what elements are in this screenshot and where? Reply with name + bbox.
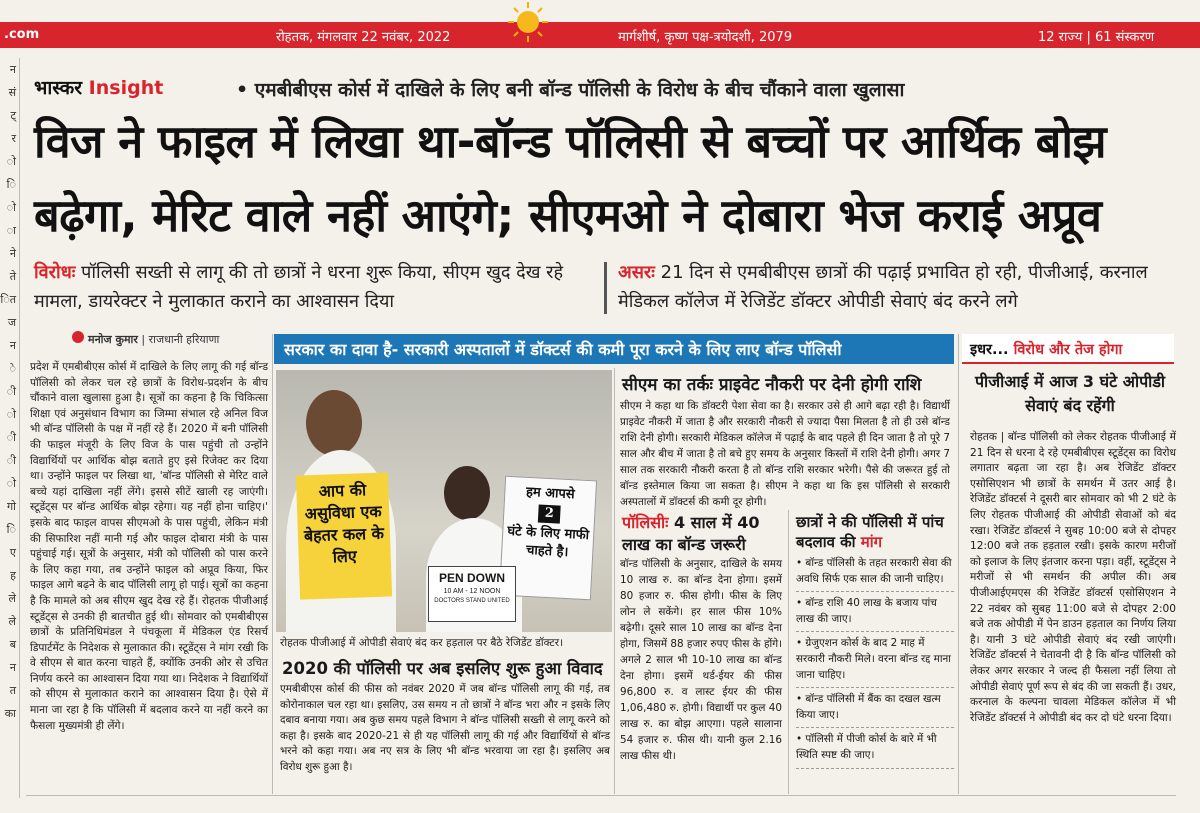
margin-fragment: ने — [9, 247, 16, 260]
pen-down-title: PEN DOWN — [439, 571, 505, 585]
margin-fragment: ट् — [10, 109, 16, 122]
list-item: • बॉन्ड पॉलिसी में बैंक का दखल खत्म किया जाए। — [796, 692, 954, 728]
byline-desk: राजधानी हरियाणा — [148, 333, 220, 346]
opd-body: रोहतक | बॉन्ड पॉलिसी को लेकर रोहतक पीजीआई में 21 दिन से धरना दे रहे एमबीबीएस स्टूडेंट्स का विरोध लगातार बढ़ता जा रहा है। अब रेजिडेंट डॉक्टर एसोसिएशन भी छात्रों के समर्थन में उतर आई है। रेजिडेंट डॉक्टर्स ने दूसरी बार सोमवार को भी 2 घंटे के लिए रोहतक पीजीआई की ओपीडी सेवाओं को बंद रखा। रेजिडेंट डॉक्टर्स ने सुबह 10:00 बजे से दोपहर 12:00 बजे तक हड़ताल रखी। इसके कारण मरीजों को इलाज के लिए इंतजार करना पड़ा। वहीं, स्टूडेंट्स ने मरीजों से भी समर्थन की अपील की। अब पीजीआईएमएस की रेजिडेंट डॉक्टर्स एसोसिएशन ने 22 नवंबर को सुबह 11:00 बजे से दोपहर 2:00 बजे तक ओपीडी में पेन डाउन हड़ताल का निर्णय लिया है। यानी 3 घंटे ओपीडी सेवाएं बंद रखी जाएंगी। रेजिडेंट डॉक्टर्स ने चेतावनी दी है कि बॉन्ड पॉलिसी को लेकर अगर सरकार ने जल्द ही फैसला नहीं लिया तो ओपीडी सेवाएं पूर्ण रूप से बंद की जा सकती हैं। उधर, करनाल के कल्पना चावला मेडिकल कॉलेज में भी रेजिडेंट डॉक्टर्स ने ओपीडी बंद कर दो घंटे धरना दिया। — [970, 431, 1176, 724]
deck-left-text: पॉलिसी सख्ती से लागू की तो छात्रों ने धरना शुरू किया, सीएम खुद देख रहे मामला, डायरेक्टर ने मुलाकात कराने का आश्वासन दिया — [34, 262, 564, 312]
site-suffix: .com — [4, 27, 40, 42]
kicker-text: • एमबीबीएस कोर्स में दाखिले के लिए बनी बॉन्ड पॉलिसी के विरोध के बीच चौंकाने वाला खुलासा — [236, 79, 905, 101]
margin-fragment: ज — [7, 316, 16, 329]
margin-fragment: न — [9, 339, 16, 352]
margin-fragment: त — [9, 684, 16, 697]
bottom-rule — [26, 795, 1176, 796]
byline-dot-icon — [72, 331, 84, 343]
pen-down-org: DOCTORS STAND UNITED — [434, 598, 510, 604]
policy-2020-body: एमबीबीएस कोर्स की फीस को नवंबर 2020 में जब बॉन्ड पॉलिसी लागू की गई, तब कोरोनाकाल चल रहा था। इसलिए, उस समय न तो छात्रों ने बॉन्ड भरा और न इसके लिए दबाव बनाया गया। अब कुछ समय पहले विभाग ने बॉन्ड पॉलिसी सख्ती से लागू करने को कहा है। इसके बाद 2020-21 से ही यह पॉलिसी लागू की गई और विद्यार्थियों से बॉन्ड भरने को कहा गया। अब नए सत्र के लिए भी बॉन्ड भरवाया जा रहा है। इसलिए अब विरोध शुरू हुआ है। — [280, 683, 610, 773]
opd-heading: पीजीआई में आज 3 घंटे ओपीडी सेवाएं बंद रहेंगी — [974, 372, 1166, 415]
kicker — [26, 72, 1176, 104]
margin-fragment: ी — [6, 431, 16, 444]
margin-fragment: ित — [0, 293, 16, 306]
deck-divider — [604, 262, 607, 314]
white-placard-line1: हम आपसे — [525, 484, 576, 503]
main-story-body: प्रदेश में एमबीबीएस कोर्स में दाखिले के लिए लागू की गई बॉन्ड पॉलिसी को लेकर चल रहे छात्रों के विरोध-प्रदर्शन के बीच चौंकाने वाला खुलासा हुआ है। सूत्रों का कहना है कि चिकित्सा शिक्षा एवं अनुसंधान विभाग का जिम्मा संभाल रहे अनिल विज भी बॉन्ड पॉलिसी के पक्ष में नहीं रहे हैं। 2020 में बनी पॉलिसी की फाइल मंजूरी के लिए विज के पास पहुंची तो उन्होंने विद्यार्थियों पर आर्थिक बोझ बताते हुए इसे रिजेक्ट कर दिया था। उन्होंने फाइल पर लिखा था, 'बॉन्ड पॉलिसी से मेरिट वाले बच्चे यहां दाखिला नहीं लेंगे। इससे सीटें खाली रह जाएंगी। स्टूडेंट्स पर बॉन्ड आर्थिक बोझ रहेगा। यह नहीं होना चाहिए।' इसके बाद फाइल वापस सीएमओ के पास पहुंची, लेकिन मंत्री की सिफारिश नहीं मानी गई और फाइल दोबारा मंत्री के पास पहुंचाई गई। सूत्रों के अनुसार, मंत्री को पॉलिसी को पास करने के लिए कहा गया, तब उन्होंने फाइल को अप्रूव किया, फिर फाइल आगे बढ़ने के बाद पॉलिसी लागू हो पाई। सूत्रों का कहना है कि मामले को अब सीएम खुद देख रहे हैं। रोहतक पीजीआई स्टूडेंट्स से उनकी ही बातचीत हुई थी। सोमवार को एमबीबीएस छात्रों के प्रतिनिधिमंडल ने पंचकूला में मेडिकल एंड रिसर्च डिपार्टमेंट के निदेशक से मुलाकात की। स्टूडेंट्स ने मांग रखी कि वे सीएम से बात करना चाहते हैं, क्योंकि उनकी ओर से उचित निर्णय करने का आश्वासन दिया गया था। निदेशक ने विद्यार्थियों को सीएम से मुलाकात कराने का आश्वासन दिया है। ऐसे में माना जा रहा है कि पॉलिसी में बदलाव करने या नहीं करने का फैसला मुख्यमंत्री ही लेंगे। — [30, 361, 268, 732]
protest-tag-prefix: इधर... — [970, 342, 1009, 358]
margin-fragment: ो — [6, 408, 16, 421]
sun-logo-icon — [506, 0, 550, 44]
bhaskar-insight-brand — [34, 74, 163, 100]
deck-right-label: असरः — [618, 262, 655, 283]
margin-fragment: ले — [8, 615, 16, 628]
photo-caption: रोहतक पीजीआई में ओपीडी सेवाएं बंद कर हड़ताल पर बैठे रेजिडेंट डॉक्टर। — [280, 637, 564, 649]
protest-tag-red: विरोध और तेज होगा — [1013, 342, 1123, 358]
column-divider — [272, 334, 273, 794]
margin-fragment: र — [11, 132, 16, 145]
byline-name: मनोज कुमार — [88, 333, 138, 346]
brand-part1: भास्कर — [34, 77, 83, 99]
margin-fragment: ि — [6, 178, 16, 191]
margin-fragment: ी — [6, 385, 16, 398]
pen-down-sign — [428, 566, 516, 622]
pen-down-time: 10 AM - 12 NOON — [443, 588, 501, 595]
hindu-calendar: मार्गशीर्ष, कृष्ण पक्ष-त्रयोदशी, 2079 — [618, 30, 793, 45]
white-placard-line2: घंटे के लिए माफी चाहते है। — [507, 523, 590, 561]
policy-box-heading — [622, 512, 782, 556]
demands-heading-rest: छात्रों ने की पॉलिसी में पांच बदलाव की — [796, 513, 944, 551]
doctor-left-head — [306, 390, 362, 456]
policy-box-heading-rest: 4 साल में 40 लाख का बॉन्ड जरूरी — [622, 513, 760, 554]
deck-left — [34, 258, 594, 322]
margin-fragment: ी — [6, 454, 16, 467]
deck-right-text: 21 दिन से एमबीबीएस छात्रों की पढ़ाई प्रभावित हो रही, पीजीआई, करनाल मेडिकल कॉलेज में रेजिडेंट डॉक्टर ओपीडी सेवाएं बंद करने लगे — [618, 262, 1148, 312]
margin-fragment: ब — [9, 638, 16, 651]
previous-column-fragment — [0, 58, 20, 798]
masthead-strip — [0, 22, 1200, 48]
margin-fragment: न — [9, 661, 16, 674]
margin-fragment: ो — [6, 155, 16, 168]
column-divider — [788, 510, 789, 794]
byline-sep: | — [141, 333, 149, 346]
list-item: • बॉन्ड पॉलिसी के तहत सरकारी सेवा की अवधि सिर्फ एक साल की जानी चाहिए। — [796, 556, 954, 592]
yellow-placard-text: आप की असुविधा एक बेहतर कल के लिए — [303, 480, 385, 567]
margin-fragment: ा — [6, 224, 16, 237]
column-divider — [958, 334, 959, 794]
editions: 12 राज्य | 61 संस्करण — [1038, 30, 1155, 45]
column-divider — [614, 368, 615, 794]
yellow-placard — [296, 472, 392, 599]
policy-box-body: बॉन्ड पॉलिसी के अनुसार, दाखिले के समय 10 लाख रु. का बॉन्ड देना होगा। इसमें 80 हजार रु. फीस होगी। फीस के लिए लोन ले सकेंगे। हर साल फीस 10% बढ़ेगी। दूसरे साल 10 लाख का बॉन्ड देना होगा, जिसमें 88 हजार रुपए फीस के होंगे। अगले 2 साल भी 10-10 लाख का बॉन्ड देना होगा। इसमें थर्ड-ईयर की फीस 96,800 रु. व लास्ट ईयर की फीस 1,06,480 रु. होगी। विद्यार्थी पर कुल 40 लाख रु. का बोझ आएगा। पहले सालाना 54 हजार रु. फीस थी। यानी कुल 2.16 लाख फीस थी। — [620, 558, 782, 762]
deck-left-label: विरोधः — [34, 262, 76, 283]
list-item: • ग्रेजुएशन कोर्स के बाद 2 माह में सरकारी नौकरी मिले। वरना बॉन्ड रद्द माना जाना चाहिए। — [796, 636, 954, 688]
cm-logic-body: सीएम ने कहा था कि डॉक्टरी पेशा सेवा का है। सरकार उसे ही आगे बढ़ा रही है। विद्यार्थी प्राइवेट नौकरी में जाता है और सरकारी नौकरी से ज्यादा पैसा मिलता है तो ही उसे बॉन्ड राशि देनी होगी। सरकारी मेडिकल कॉलेज में पढ़ाई के बाद पहले ही दिन जाता है तो पूरे 7 साल और बीच में जाता है तो बचे हुए समय के अनुसार किस्तों में राशि देनी होगी। अगर 7 साल तक सरकारी नौकरी करता है तो बॉन्ड राशि सरकार भरेगी। पैसे की जरूरत हुई तो बॉन्ड इस्तेमाल किया जा सकता है। सीएम ने कहा था कि इस पॉलिसी से सरकारी अस्पतालों में डॉक्टर्स की कमी दूर होगी। — [620, 400, 950, 508]
margin-fragment: का — [4, 707, 16, 720]
protest-tag — [962, 334, 1174, 364]
deck-right — [618, 258, 1178, 322]
demands-heading — [796, 512, 956, 552]
margin-fragment: ो — [6, 477, 16, 490]
margin-fragment: न — [9, 63, 16, 76]
margin-fragment: सं — [8, 86, 16, 99]
margin-fragment: ो — [6, 201, 16, 214]
place-date: रोहतक, मंगलवार 22 नवंबर, 2022 — [276, 30, 451, 45]
policy-2020-heading: 2020 की पॉलिसी पर अब इसलिए शुरू हुआ विवाद — [282, 659, 603, 678]
margin-fragment: ि — [6, 523, 16, 536]
demands-list — [796, 556, 954, 773]
byline — [88, 332, 219, 347]
doctor-right-head — [444, 466, 490, 520]
demands-heading-red: मांग — [860, 533, 883, 551]
headline-line1: विज ने फाइल में लिखा था-बॉन्ड पॉलिसी से बच्चों पर आर्थिक बोझ — [34, 115, 1107, 168]
margin-fragment: ए — [9, 546, 16, 559]
margin-fragment: े — [9, 362, 16, 375]
claim-banner: सरकार का दावा है- सरकारी अस्पतालों में डॉक्टर्स की कमी पूरा करने के लिए लाए बॉन्ड पॉलिसी — [274, 334, 954, 364]
cm-logic-heading: सीएम का तर्कः प्राइवेट नौकरी पर देनी होगी राशि — [622, 375, 922, 395]
protest-photo — [276, 370, 612, 632]
headline-line2: बढ़ेगा, मेरिट वाले नहीं आएंगे; सीएमओ ने दोबारा भेज कराई अप्रूव — [34, 189, 1102, 242]
white-placard-number: 2 — [538, 504, 560, 523]
margin-fragment: गो — [6, 500, 16, 513]
margin-fragment: ते — [9, 270, 16, 283]
brand-part2: Insight — [88, 77, 164, 99]
list-item: • बॉन्ड राशि 40 लाख के बजाय पांच लाख की जाए। — [796, 596, 954, 632]
policy-box-heading-red: पॉलिसीः — [622, 513, 669, 532]
margin-fragment: ह — [10, 569, 16, 582]
margin-fragment: ले — [8, 592, 16, 605]
list-item: • पॉलिसी में पीजी कोर्स के बारे में भी स्थिति स्पष्ट की जाए। — [796, 732, 954, 768]
